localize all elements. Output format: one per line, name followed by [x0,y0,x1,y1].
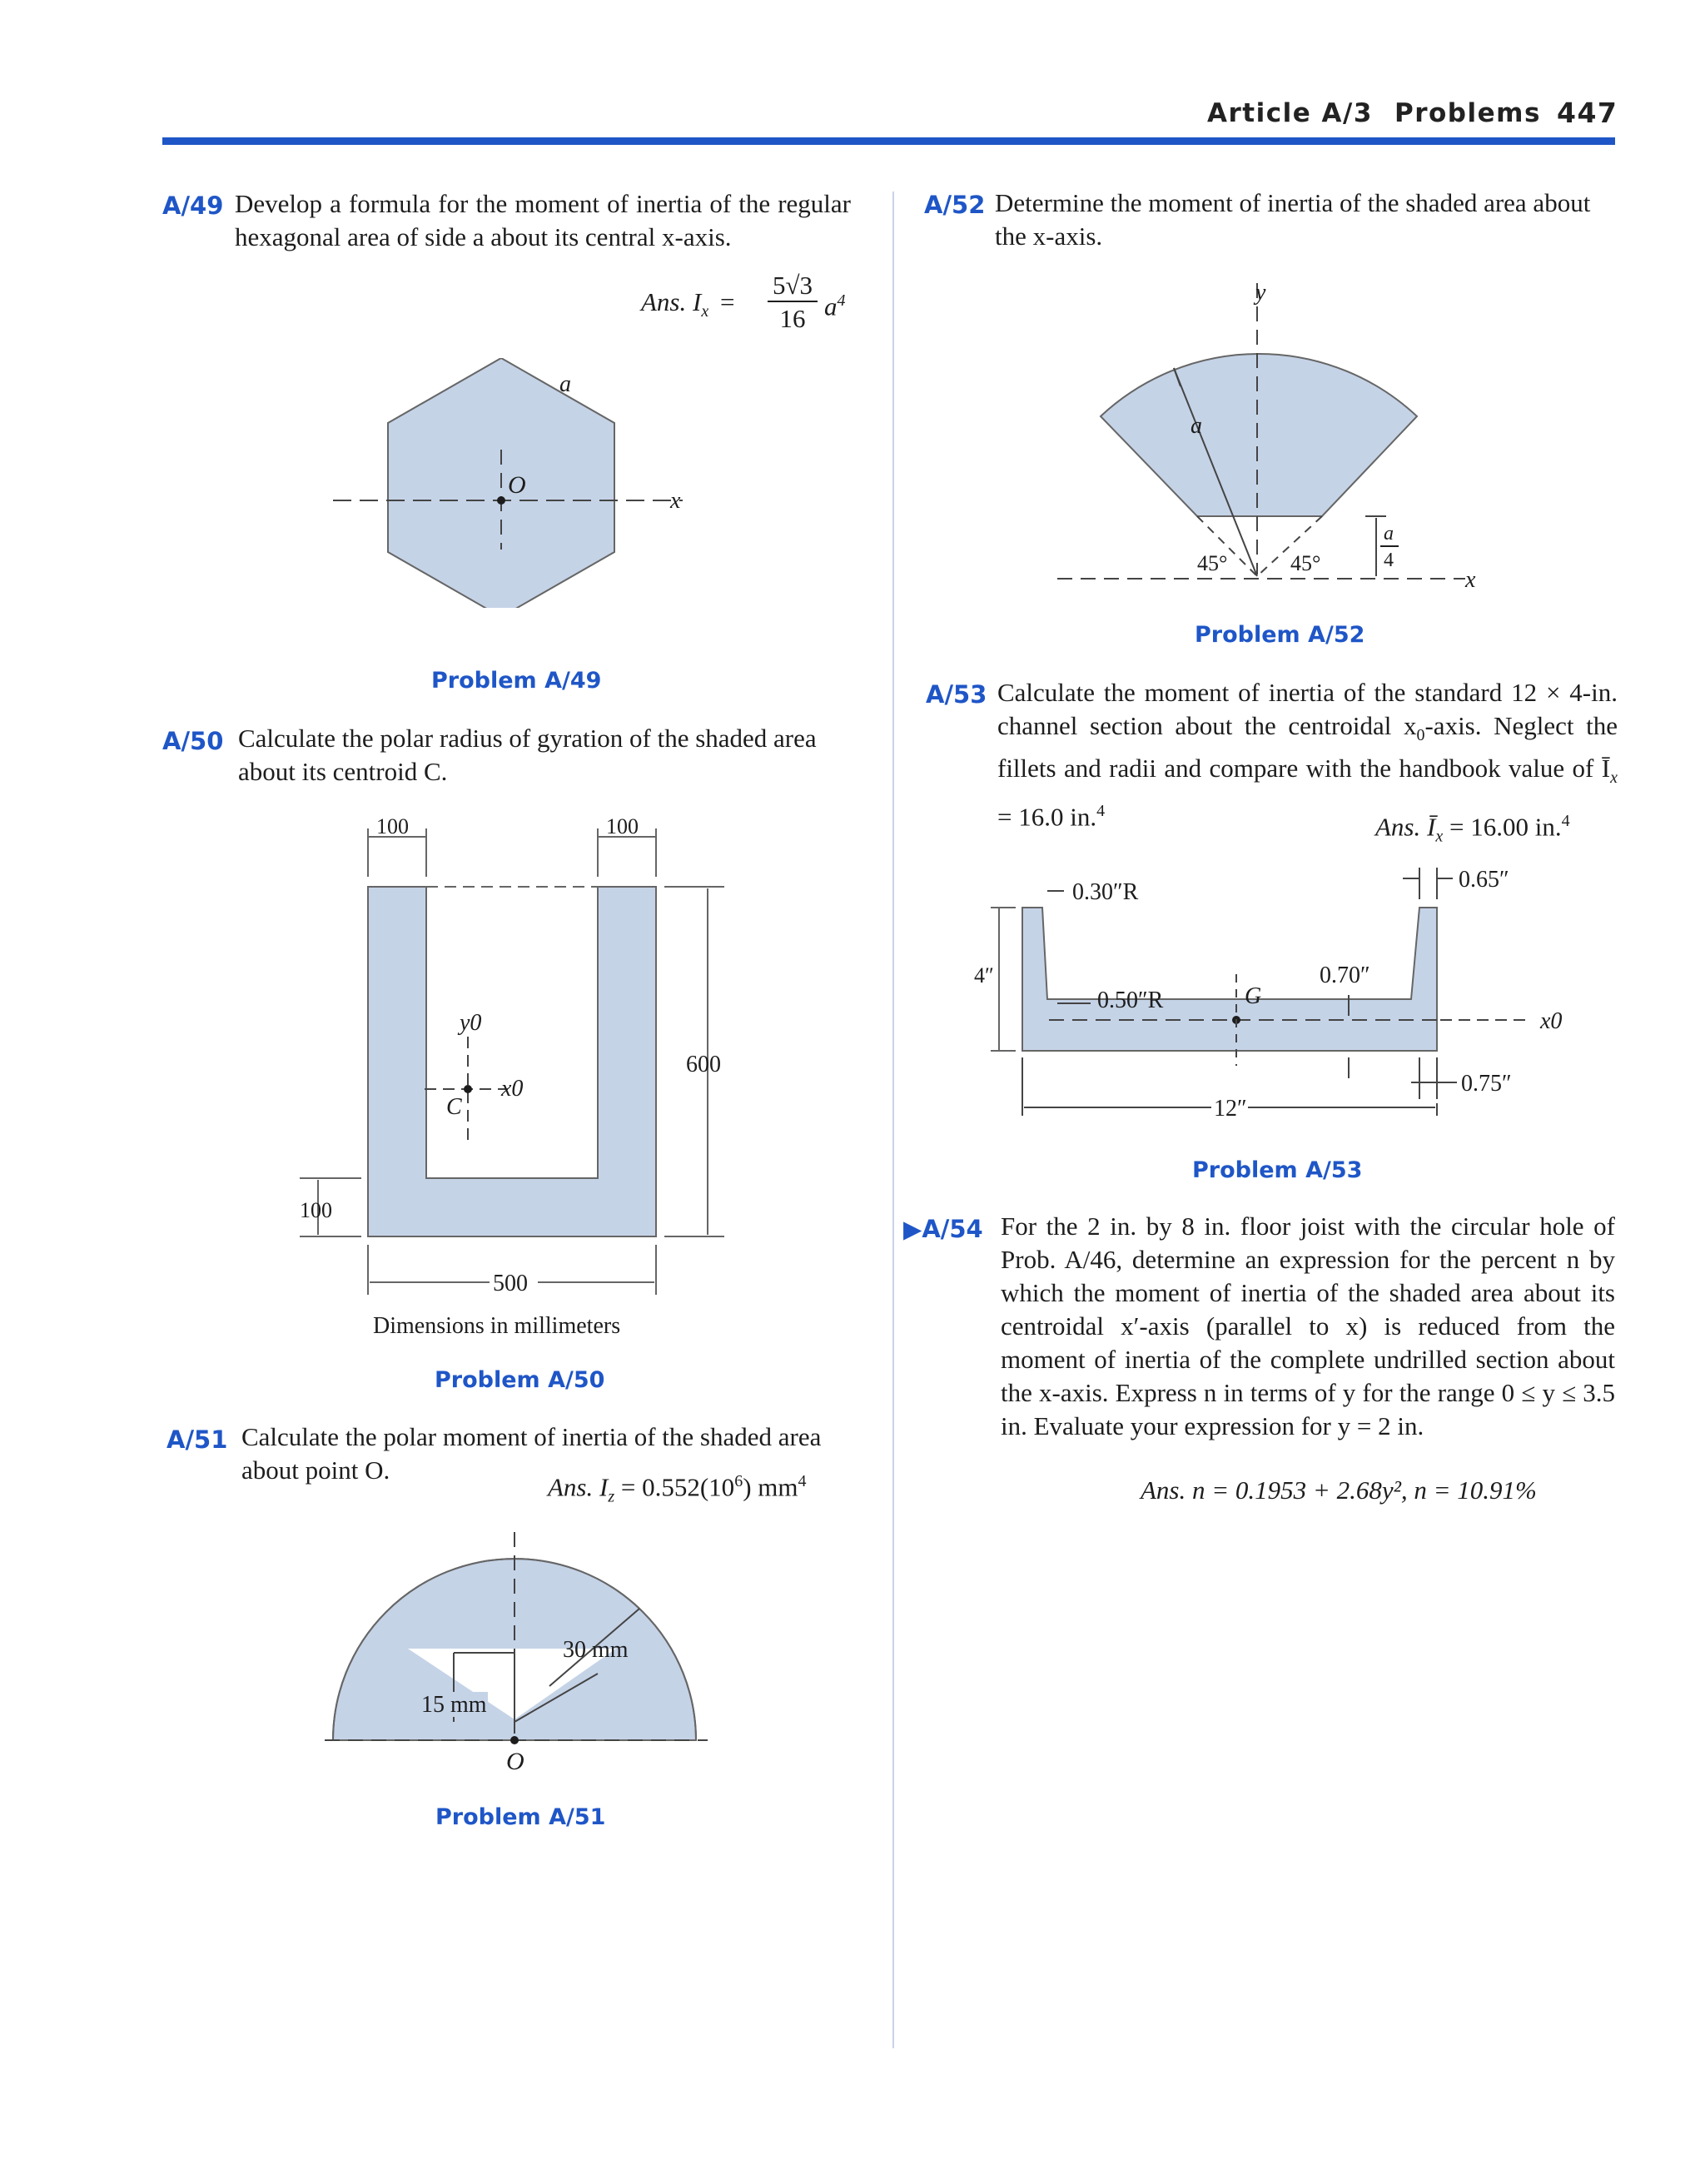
problem-text-a53: Calculate the moment of inertia of the standard 12 × 4-in. channel section about the centroidal $x_0$-axis. Neglect the fillets and radii and compare with the handbook value of $Ī_x = 16.0$ in.$^4$ [997,678,1618,832]
answer-a49-tail: $a^4$ [824,291,846,321]
frac-num: a [1384,523,1394,545]
width-label: 12″ [1214,1096,1247,1122]
figure-channel [966,858,1615,1174]
caption-a52: Problem A/52 [1195,622,1365,648]
figure-u-channel [283,812,749,1345]
problem-number-a50: A/50 [162,727,224,755]
problem-text-a49: Develop a formula for the moment of inertia of the regular hexagonal area of side a about its central x-axis. [235,189,851,251]
radius-top-label: 0.30″R [1072,879,1139,905]
flange-top-label: 0.65″ [1459,867,1509,893]
height-label: 4″ [974,963,994,988]
dim-bottom: 100 [300,1198,332,1222]
offset-label: 15 mm [421,1692,487,1718]
caption-a51: Problem A/51 [435,1804,606,1830]
problem-text-a52: Determine the moment of inertia of the shaded area about the x-axis. [995,188,1591,251]
dim-height: 600 [686,1052,721,1077]
x0-axis-label: x0 [1540,1008,1563,1034]
answer-a51: Ans. $I_z = 0.552(10^6)$ $mm^4$ [548,1472,807,1506]
page-number: 447 [1557,97,1618,129]
angle-left-label: 45° [1197,551,1228,575]
dim-width: 500 [493,1271,528,1296]
answer-a49-denominator: 16 [779,304,806,333]
problem-number-a54: ▶A/54 [903,1215,983,1243]
caption-a49: Problem A/49 [431,668,602,694]
radius-a-label: a [1191,413,1202,439]
problem-text-a50: Calculate the polar radius of gyration of the shaded area about its centroid C. [238,724,817,786]
figure-sector [1049,275,1515,591]
hexagon-axis-label: x [670,488,681,514]
answer-a49-numerator: 5√3 [768,271,818,302]
problem-number-a52: A/52 [924,191,986,219]
y-axis-label: y [1255,280,1266,306]
problem-number-a51: A/51 [167,1425,228,1454]
problem-number-a53: A/53 [926,680,987,709]
column-divider [892,192,894,2048]
answer-a49: Ans. $I_x$ = [641,287,735,321]
x-axis-label: x [1465,567,1476,591]
hexagon-center-label: O [508,471,526,499]
figure-hexagon [316,358,733,608]
hexagon-side-label: a [559,371,571,397]
dimensions-note: Dimensions in millimeters [373,1313,621,1339]
answer-a54: Ans. n = 0.1953 + 2.68y², n = 10.91% [1141,1475,1537,1505]
point-o-label: O [506,1748,524,1775]
caption-a50: Problem A/50 [435,1367,605,1393]
running-header-section: Problems [1394,98,1541,128]
web-label: 0.70″ [1320,963,1370,988]
radius-label: 30 mm [563,1637,629,1663]
figure-semicircle [316,1515,724,1790]
radius-bottom-label: 0.50″R [1097,988,1164,1013]
u-shape [368,887,656,1236]
flange-bottom-label: 0.75″ [1461,1071,1512,1097]
problem-text-a51: Calculate the polar moment of inertia of the shaded area about point O. [241,1422,822,1485]
caption-a53: Problem A/53 [1192,1157,1363,1183]
dim-top-right: 100 [606,814,639,838]
centroid-label: C [446,1094,462,1120]
angle-right-label: 45° [1290,551,1321,575]
dim-top-left: 100 [376,814,409,838]
centroid-g-label: G [1245,983,1262,1009]
frac-den: 4 [1384,550,1394,571]
problem-text-a54: For the 2 in. by 8 in. floor joist with the circular hole of Prob. A/46, determine an expression for the percent n by which the moment of inertia of the shaded area about its centroidal x′-axis (parallel to x) is reduced from the moment of inertia of the complete undrilled section about the x-axis. Express n in terms of y for the range 0 ≤ y ≤ 3.5 in. Evaluate your expression for y = 2 in. [1001,1211,1615,1440]
answer-a53: Ans. $Ī_x = 16.00$ in.$^4$ [1375,812,1570,846]
center-point [497,496,505,505]
running-header-article: Article A/3 [1207,98,1373,128]
y0-label: y0 [460,1010,482,1036]
x0-label: x0 [501,1076,524,1102]
header-rule [162,137,1615,145]
problem-number-a49: A/49 [162,192,224,220]
